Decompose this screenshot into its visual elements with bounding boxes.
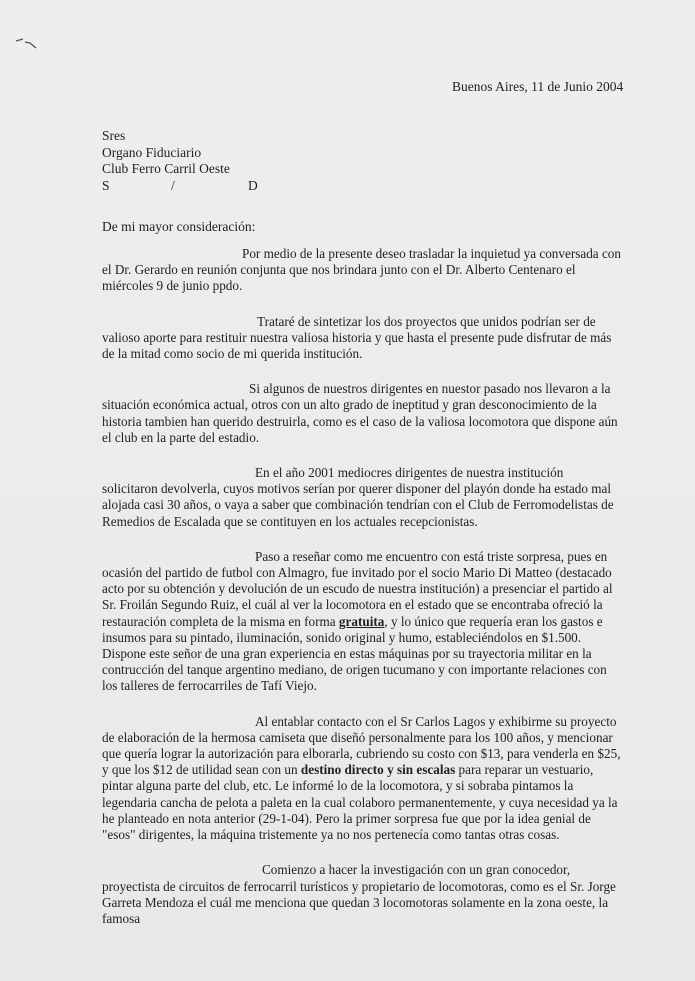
address-line-3: Club Ferro Carril Oeste: [102, 161, 230, 176]
address-line-2: Organo Fiduciario: [102, 144, 202, 160]
address-slash: /: [171, 177, 175, 193]
ink-mark: [14, 36, 40, 50]
paragraph-1: Por medio de la presente deseo trasladar la inquietud ya conversada con el Dr. Gerardo en reunión conjunta que nos brindara junto con el Dr. Alberto Centenaro el miércoles 9 de junio ppdo.: [102, 246, 621, 294]
address-line-1: Sres: [102, 128, 126, 143]
paragraph-3: Si algunos de nuestros dirigentes en nuestor pasado nos llevaron a la situación económica actual, otros con un alto grado de ineptitud y gran desconocimiento de la historia tambien han querido destruirla, como es el caso de la valiosa locomotora que dispone aún el club en la parte del estadio.: [102, 381, 618, 445]
address-s: S: [102, 177, 110, 193]
greeting: De mi mayor consideración:: [102, 219, 256, 234]
address-s-d: [102, 177, 258, 195]
paragraph-6: Al entablar contacto con el Sr Carlos Lagos y exhibirme su proyecto de elaboración de la hermosa camiseta que diseñó personalmente para los 100 años, y mencionar que quería lograr la autorización para elborarla, cubriendo su costo con $13, para venderla en $25, y que los $12 de utilidad sean con un destino directo y sin escalas para reparar un vestuario, pintar alguna parte del club, etc. Le informé lo de la locomotora, y si sobraba pintamos la legendaria cancha de pelota a paleta en la cual colaboro permanentemente, y cuya necesidad ya la he planteado en nota anterior (29-1-04). Pero la primer sorpresa fue que por la idea genial de "esos" dirigentes, la máquina tristemente ya no nos pertenecía como tantas otras cosas.: [102, 713, 621, 843]
paragraph-4: En el año 2001 mediocres dirigentes de nuestra institución solicitaron devolverla, cuyos motivos serían por querer disponer del playón donde ha estado mal alojada casi 30 años, o vaya a saber que combinación tendrían con el Club de Ferromodelistas de Remedios de Escalada que se contituyen en los actuales recepcionistas.: [102, 465, 614, 529]
paragraph-5: Paso a reseñar como me encuentro con está triste sorpresa, pues en ocasión del partido de futbol con Almagro, fue invitado por el socio Mario Di Matteo (destacado acto por su obtención y devolución de un escudo de nuestra institución) a presenciar el partido al Sr. Froilán Segundo Ruiz, el cuál al ver la locomotora en el estado que se encontraba ofreció la restauración completa de la misma en forma gratuita, y lo único que requería eran los gastos e insumos para su pintado, iluminación, sonido original y humo, estableciéndolos en $1.500. Dispone este señor de una gran experiencia en estas máquinas por su trayectoria militar en la contrucción del tanque argentino mediano, de origen tucumano y con importante relaciones con los talleres de ferrocarriles de Tafí Viejo.: [102, 548, 613, 694]
bold-gratuita: gratuita: [338, 613, 385, 629]
recipient-address: [102, 128, 258, 194]
address-d: D: [248, 177, 258, 193]
paragraph-2: Trataré de sintetizar los dos proyectos que unidos podrían ser de valioso aporte para restituir nuestra valiosa historia y que hasta el presente pude disfrutar de más de la mitad como socio de mi querida institución.: [102, 313, 612, 362]
paragraph-7: Comienzo a hacer la investigación con un gran conocedor, proyectista de circuitos de ferrocarril turísticos y propietario de locomotoras, como es el Sr. Jorge Garreta Mendoza el cuál me menciona que quedan 3 locomotoras solamente en la zona oeste, la famosa: [102, 862, 616, 926]
bold-destino: destino directo y sin escalas: [300, 762, 456, 778]
letter-date: Buenos Aires, 11 de Junio 2004: [452, 79, 624, 94]
letter-body: [102, 246, 622, 946]
